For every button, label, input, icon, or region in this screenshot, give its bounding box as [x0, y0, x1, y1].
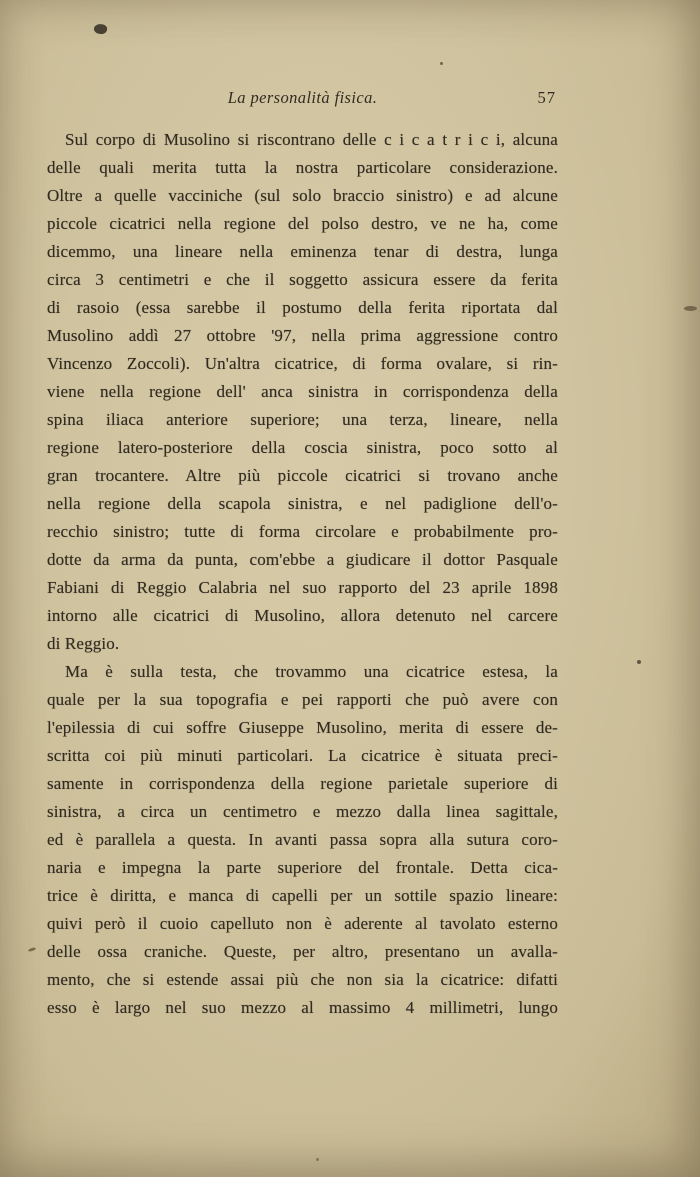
text-line: intorno alle cicatrici di Musolino, allora detenuto nel carcere — [47, 606, 558, 625]
text-line: trice è diritta, e manca di capelli per un sottile spazio lineare: — [47, 886, 558, 905]
scan-speck — [28, 947, 37, 952]
paragraph — [47, 126, 558, 658]
text-line: di Reggio. — [47, 634, 120, 653]
text-line: naria e impegna la parte superiore del frontale. Detta cica- — [47, 858, 558, 877]
text-line: Oltre a quelle vacciniche (sul solo braccio sinistro) e ad alcune — [47, 186, 558, 205]
page-number: 57 — [537, 88, 556, 107]
text-line: quale per la sua topografia e pei rapporti che può avere con — [47, 690, 558, 709]
text-line: Fabiani di Reggio Calabria nel suo rapporto del 23 aprile 1898 — [47, 578, 558, 597]
body-text — [47, 126, 558, 1022]
text-line: ed è parallela a questa. In avanti passa sopra alla sutura coro- — [47, 830, 558, 849]
text-line: di rasoio (essa sarebbe il postumo della ferita riportata dal — [47, 298, 558, 317]
text-line: Sul corpo di Musolino si riscontrano delle c i c a t r i c i, alcuna — [65, 130, 558, 149]
text-line: mento, che si estende assai più che non sia la cicatrice: difatti — [47, 970, 558, 989]
text-line: sinistra, a circa un centimetro e mezzo dalla linea sagittale, — [47, 802, 558, 821]
page-header — [47, 88, 558, 110]
text-line: scritta coi più minuti particolari. La cicatrice è situata preci- — [47, 746, 558, 765]
text-line: spina iliaca anteriore superiore; una terza, lineare, nella — [47, 410, 558, 429]
text-line: nella regione della scapola sinistra, e nel padiglione dell'o- — [47, 494, 558, 513]
text-line: esso è largo nel suo mezzo al massimo 4 millimetri, lungo — [47, 998, 558, 1017]
text-line: samente in corrispondenza della regione parietale superiore di — [47, 774, 558, 793]
text-line: quivi però il cuoio capelluto non è aderente al tavolato esterno — [47, 914, 558, 933]
text-line: circa 3 centimetri e che il soggetto assicura essere da ferita — [47, 270, 558, 289]
scan-speck — [93, 23, 108, 36]
text-line: Musolino addì 27 ottobre '97, nella prima aggressione contro — [47, 326, 558, 345]
text-line: viene nella regione dell' anca sinistra in corrispondenza della — [47, 382, 558, 401]
text-line: dicemmo, una lineare nella eminenza tenar di destra, lunga — [47, 242, 558, 261]
text-line: delle ossa craniche. Queste, per altro, presentano un avalla- — [47, 942, 558, 961]
text-line: regione latero-posteriore della coscia sinistra, poco sotto al — [47, 438, 558, 457]
text-line: l'epilessia di cui soffre Giuseppe Musolino, merita di essere de- — [47, 718, 558, 737]
text-line: recchio sinistro; tutte di forma circolare e probabilmente pro- — [47, 522, 558, 541]
text-line: Ma è sulla testa, che trovammo una cicatrice estesa, la — [65, 662, 558, 681]
text-line: delle quali merita tutta la nostra particolare considerazione. — [47, 158, 558, 177]
text-line: dotte da arma da punta, com'ebbe a giudicare il dottor Pasquale — [47, 550, 558, 569]
scan-speck — [637, 660, 641, 664]
paragraph — [47, 658, 558, 1022]
running-title: La personalità fisica. — [227, 88, 378, 107]
text-line: piccole cicatrici nella regione del polso destro, ve ne ha, come — [47, 214, 558, 233]
scan-speck — [316, 1158, 319, 1161]
text-line: Vincenzo Zoccoli). Un'altra cicatrice, di forma ovalare, si rin- — [47, 354, 558, 373]
text-line: gran trocantere. Altre più piccole cicatrici si trovano anche — [47, 466, 558, 485]
scan-speck — [684, 306, 697, 311]
scan-speck — [440, 62, 443, 65]
